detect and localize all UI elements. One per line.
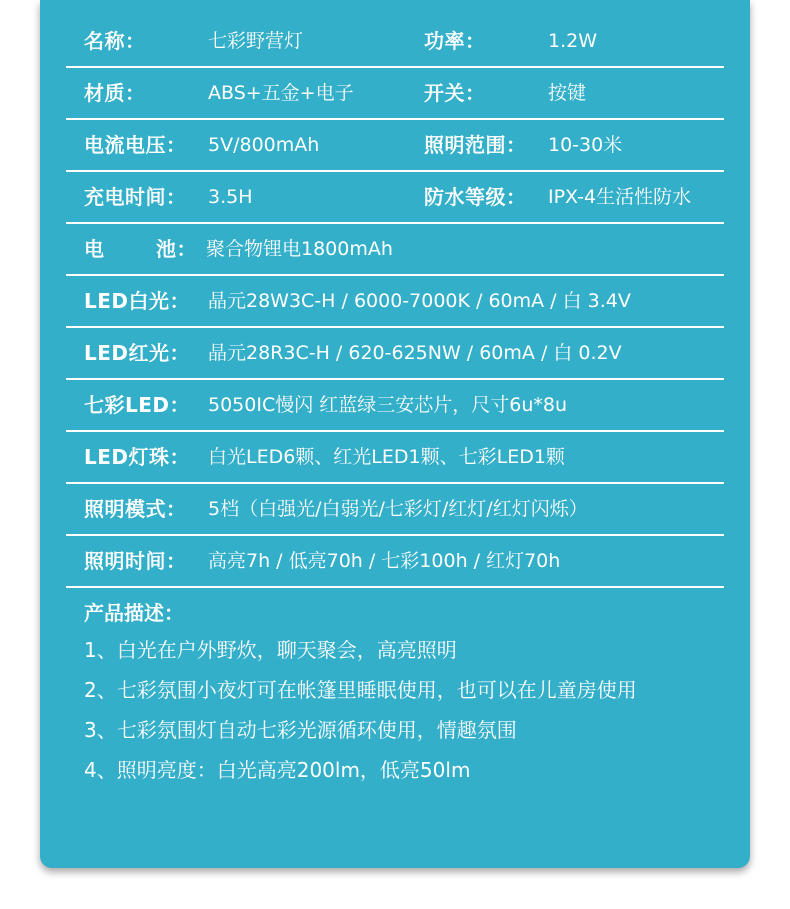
spec-label-led-red: LED红光： bbox=[84, 341, 191, 365]
spec-row-led-beads bbox=[66, 432, 724, 484]
spec-label-charge-time: 充电时间： bbox=[84, 185, 187, 209]
description-title: 产品描述： bbox=[84, 601, 184, 625]
spec-label-range: 照明范围： bbox=[424, 133, 527, 157]
product-description bbox=[84, 596, 744, 790]
spec-label-battery-a: 电 bbox=[84, 237, 105, 261]
spec-label-light-duration: 照明时间： bbox=[84, 549, 187, 573]
spec-value-led-rgb: 5050IC慢闪 红蓝绿三安芯片，尺寸6u*8u bbox=[208, 394, 568, 416]
spec-value-switch: 按键 bbox=[548, 82, 587, 104]
spec-value-name: 七彩野营灯 bbox=[208, 30, 304, 52]
description-line: 3、七彩氛围灯自动七彩光源循环使用，情趣氛围 bbox=[84, 718, 517, 742]
spec-label-battery bbox=[84, 224, 197, 274]
spec-row-led-red bbox=[66, 328, 724, 380]
spec-value-material: ABS+五金+电子 bbox=[208, 82, 354, 104]
spec-label-material: 材质： bbox=[84, 81, 146, 105]
spec-label-led-rgb: 七彩LED： bbox=[84, 393, 191, 417]
spec-value-led-beads: 白光LED6颗、红光LED1颗、七彩LED1颗 bbox=[208, 446, 565, 468]
spec-row-material-switch bbox=[66, 68, 724, 120]
spec-label-led-white: LED白光： bbox=[84, 289, 191, 313]
spec-label-voltage: 电流电压： bbox=[84, 133, 187, 157]
spec-label-light-modes: 照明模式： bbox=[84, 497, 187, 521]
description-line: 2、七彩氛围小夜灯可在帐篷里睡眠使用，也可以在儿童房使用 bbox=[84, 678, 637, 702]
spec-row-name-power bbox=[66, 16, 724, 68]
spec-value-led-white: 晶元28W3C-H / 6000-7000K / 60mA / 白 3.4V bbox=[208, 290, 631, 312]
spec-row-voltage-range bbox=[66, 120, 724, 172]
spec-row-light-duration bbox=[66, 536, 724, 588]
spec-row-led-rgb bbox=[66, 380, 724, 432]
spec-label-name: 名称： bbox=[84, 29, 146, 53]
spec-label-power: 功率： bbox=[424, 29, 486, 53]
spec-row-battery bbox=[66, 224, 724, 276]
spec-value-light-modes: 5档（白强光/白弱光/七彩灯/红灯/红灯闪烁） bbox=[208, 498, 588, 520]
description-line: 1、白光在户外野炊，聊天聚会，高亮照明 bbox=[84, 638, 457, 662]
description-line: 4、照明亮度：白光高亮200lm，低亮50lm bbox=[84, 758, 471, 782]
spec-value-voltage: 5V/800mAh bbox=[208, 134, 320, 156]
spec-label-switch: 开关： bbox=[424, 81, 486, 105]
spec-label-waterproof: 防水等级： bbox=[424, 185, 527, 209]
spec-value-battery: 聚合物锂电1800mAh bbox=[206, 238, 393, 260]
spec-label-led-beads: LED灯珠： bbox=[84, 445, 191, 469]
spec-row-charge-waterproof bbox=[66, 172, 724, 224]
spec-value-light-duration: 高亮7h / 低亮70h / 七彩100h / 红灯70h bbox=[208, 550, 561, 572]
spec-row-led-white bbox=[66, 276, 724, 328]
spec-row-light-modes bbox=[66, 484, 724, 536]
spec-value-power: 1.2W bbox=[548, 30, 598, 52]
spec-value-range: 10-30米 bbox=[548, 134, 623, 156]
spec-card bbox=[40, 0, 750, 868]
spec-value-waterproof: IPX-4生活性防水 bbox=[548, 186, 692, 208]
spec-value-led-red: 晶元28R3C-H / 620-625NW / 60mA / 白 0.2V bbox=[208, 342, 622, 364]
spec-label-battery-b: 池： bbox=[156, 237, 197, 261]
spec-value-charge-time: 3.5H bbox=[208, 186, 253, 208]
